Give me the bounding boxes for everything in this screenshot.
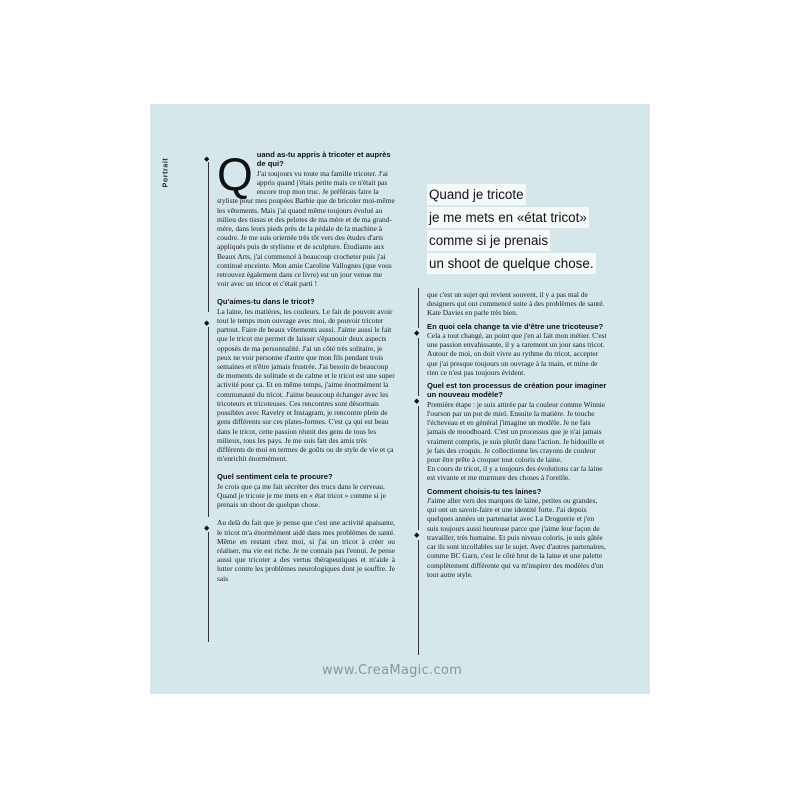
answer-paragraph: Cela a tout changé, au point que j'en ai fait mon métier. C'est une passion envahissante, il y a rarement un jour sans tricot. Autour de moi, on doit vivre au rythme du tricot, accepter que j'ai presque toujours un ouvrage à la main, et mine de rien ce n'est pas toujours évident. <box>427 331 607 377</box>
bullet-diamond-icon: ◆ <box>414 531 420 539</box>
answer-paragraph: J'ai toujours vu toute ma famille tricoter. J'ai appris quand j'étais petite mais ce n'était pas encore trop mon truc. Je préférais faire la styliste pour mes poupées Barbie que de bricoler moi-même les vêtements. Mais j'ai quand même toujours évolué au milieu des tissus et des pelotes de ma mère et de ma grand-mère, dans leurs pieds près de la pédale de la machine à coudre. Je me suis orientée très tôt vers des études d'arts appliqués puis de stylisme et de sculpture. Étudiante aux Beaux Arts, j'ai commencé à beaucoup crocheter puis j'ai continué enceinte. Mon amie Caroline Vallognes (que vous retrouvez également dans ce livre) est un jour venue me voir avec un tricot et c'était parti ! <box>217 168 395 289</box>
bullet-diamond-icon: ◆ <box>414 329 420 337</box>
bullet-diamond-icon: ◆ <box>204 524 210 532</box>
answer-paragraph: J'aime aller vers des marques de laine, petites ou grandes, qui ont un savoir-faire et une identité forte. J'ai depuis quelques années un partenariat avec La Droguerie et j'en suis toujours aussi heureuse parce que j'aime leur façon de travailler, très humaine. Et puis niveau coloris, je suis gâtée car ils sont incollables sur le sujet. Avec d'autres partenaires, comme BC Garn, c'est le côté brut de la laine et une palette complètement différente qui va m'inspirer des modèles d'un tout autre style. <box>427 496 606 579</box>
question-heading: uand as-tu appris à tricoter et auprès de qui? <box>256 150 391 169</box>
column-rule <box>418 288 419 328</box>
bullet-diamond-icon: ◆ <box>414 397 420 405</box>
left-column <box>217 150 395 583</box>
question-heading: Quel est ton processus de création pour imaginer un nouveau modèle? <box>427 381 607 400</box>
answer-paragraph: La laine, les matières, les couleurs. Le fait de pouvoir avoir tout le temps mon ouvrage avec moi, de pouvoir tricoter partout. Faire de beaux vêtements aussi. J'aime aussi le fait que le tricot me permet de laisser s'épanouir deux aspects opposés de ma personnalité. J'ai un côté très solitaire, je peux ne voir personne d'autre que mon fils pendant trois semaines et n'être jamais frustrée. J'ai besoin de beaucoup de moments de solitude et de calme et le tricot est une super activité pour ça. Et en même temps, j'aime énormément la communauté du tricot. J'aime beaucoup échanger avec les tricoteurs et tricoteuses. Ces rencontres sont désormais possibles avec Ravelry et Instagram, je rencontre plein de gens différents sur ces plates-formes. C'est ça qui est beau dans le tricot, cette passion réunit des gens de tous les milieux, tous les pays. Je me suis fait des amis très différents de moi en termes de goûts ou de style de vie et ça m'enrichit énormément. <box>217 306 395 464</box>
pull-quote-line: je me mets en «état tricot» <box>427 207 589 228</box>
pull-quote-line: Quand je tricote <box>427 184 526 205</box>
question-heading: Qu'aimes-tu dans le tricot? <box>217 297 315 307</box>
answer-paragraph: En cours de tricot, il y a toujours des évolutions car la laine est vivante et me murmure des choses à l'oreille. <box>427 464 603 483</box>
pull-quote-line: un shoot de quelque chose. <box>427 253 596 274</box>
answer-paragraph: que c'est un sujet qui revient souvent, il y a pas mal de designers qui ont commencé suite à des problèmes de santé. Kate Davies en parle très bien. <box>427 290 605 318</box>
column-rule <box>208 162 209 312</box>
column-rule <box>418 406 419 530</box>
drop-cap: Q <box>217 148 253 200</box>
section-label-text: Portrait <box>162 157 170 188</box>
column-rule <box>418 338 419 396</box>
column-rule <box>208 532 209 642</box>
pull-quote <box>427 184 627 276</box>
right-column <box>427 290 607 579</box>
question-heading: Quel sentiment cela te procure? <box>217 472 333 482</box>
question-heading: Comment choisis-tu tes laines? <box>427 486 542 496</box>
section-label <box>162 155 176 195</box>
bullet-diamond-icon: ◆ <box>204 319 210 327</box>
bullet-diamond-icon: ◆ <box>204 155 210 163</box>
answer-paragraph: Je crois que ça me fait sécréter des trucs dans le cerveau. Quand je tricote je me mets en « état tricot » comme si je prenais un shoot de quelque chose. <box>217 481 386 510</box>
pull-quote-line: comme si je prenais <box>427 230 550 251</box>
column-rule <box>418 540 419 655</box>
question-heading: En quoi cela change ta vie d'être une tricoteuse? <box>427 321 604 331</box>
watermark: www.CreaMagic.com <box>322 663 463 678</box>
answer-paragraph: Première étape : je suis attirée par la couleur comme Winnie l'ourson par un pot de miel. Ensuite la matière. Je touche l'écheveau et en général j'imagine un modèle. Je ne fais jamais de moodboard. C'est un processus que je n'ai jamais vraiment compris, je suis plutôt dans l'action. Je bidouille et je fais des croquis. Je collectionne les crayons de couleur pour être prête à croquer tout coloris de laine. <box>427 399 606 465</box>
column-rule <box>208 327 209 517</box>
answer-paragraph: Au delà du fait que je pense que c'est une activité apaisante, le tricot m'a énormément aidé dans mes problèmes de santé. Même en restant chez moi, si j'ai un tricot à créer ou réaliser, ma vie est riche. Je ne connais pas l'ennui. Je pense aussi que tricoter a des vertus thérapeutiques et m'aide à lutter contre les problèmes neurologiques dont je souffre. Je sais <box>217 518 395 583</box>
